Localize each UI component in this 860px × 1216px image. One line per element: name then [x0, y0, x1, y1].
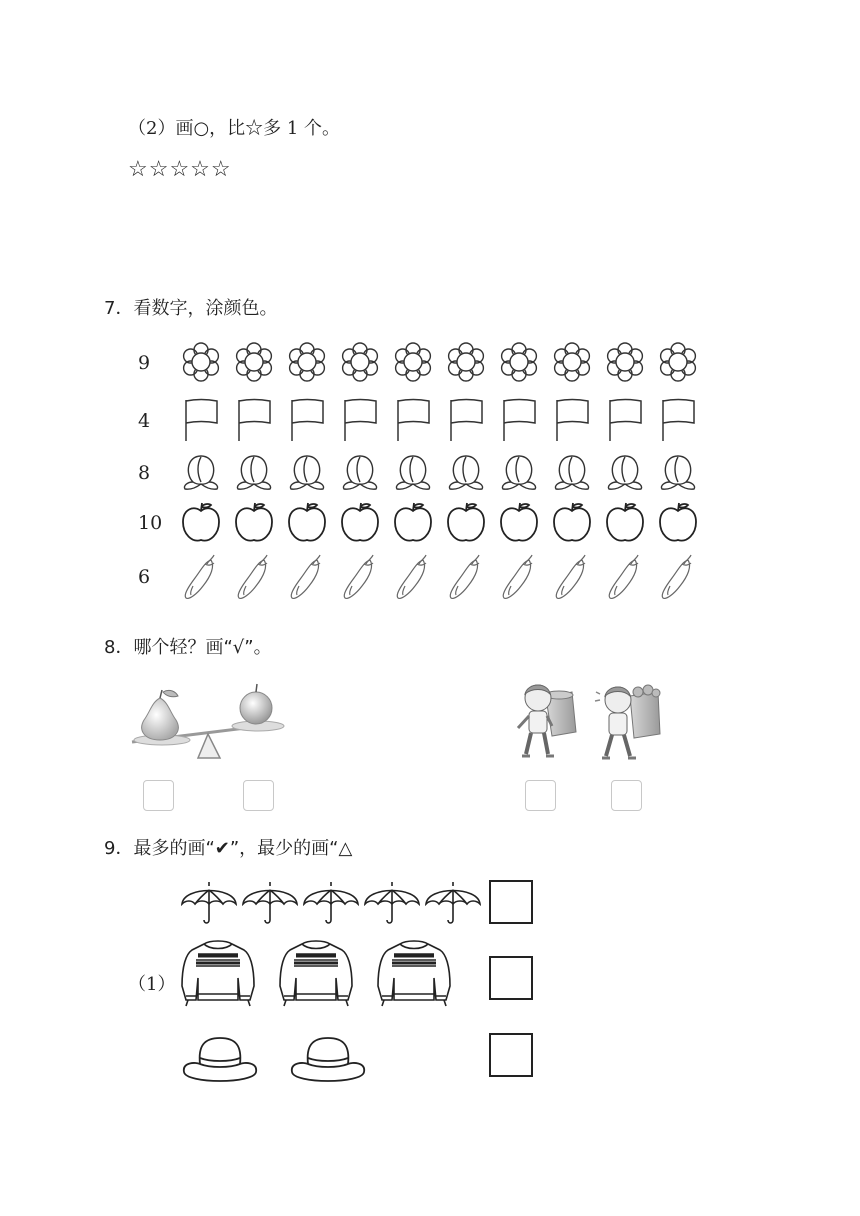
sweater-row — [180, 938, 452, 1014]
peach-icon[interactable] — [545, 450, 598, 494]
eggplant-icon[interactable] — [280, 552, 333, 602]
eggplant-icon[interactable] — [545, 552, 598, 602]
eggplant-row — [174, 552, 704, 602]
apple-icon[interactable] — [227, 500, 280, 544]
peach-row — [174, 450, 704, 494]
star-row: ☆☆☆☆☆ — [128, 157, 232, 182]
child-heavy-basket-icon — [595, 685, 660, 758]
sweater-icon[interactable] — [278, 938, 354, 1014]
flower-icon[interactable] — [227, 340, 280, 384]
answer-box-hat[interactable] — [489, 1033, 533, 1077]
apple-icon — [240, 684, 272, 724]
umbrella-icon[interactable] — [241, 876, 299, 930]
answer-box-sweater[interactable] — [489, 956, 533, 1000]
apple-icon[interactable] — [492, 500, 545, 544]
umbrella-icon[interactable] — [363, 876, 421, 930]
flag-icon[interactable] — [227, 398, 280, 442]
peach-icon[interactable] — [492, 450, 545, 494]
sweater-icon[interactable] — [180, 938, 256, 1014]
flag-icon[interactable] — [598, 398, 651, 442]
children-baskets-illustration — [512, 676, 672, 772]
eggplant-icon[interactable] — [174, 552, 227, 602]
answer-box-apple[interactable] — [243, 780, 274, 811]
row-number: 4 — [138, 410, 151, 432]
answer-box-child-1[interactable] — [525, 780, 556, 811]
peach-icon[interactable] — [280, 450, 333, 494]
peach-icon[interactable] — [651, 450, 704, 494]
answer-box-umbrella[interactable] — [489, 880, 533, 924]
balance-scale-illustration — [128, 676, 288, 770]
hat-row — [180, 1032, 368, 1090]
flag-icon[interactable] — [545, 398, 598, 442]
row-number: 10 — [138, 512, 163, 534]
umbrella-icon[interactable] — [424, 876, 482, 930]
eggplant-icon[interactable] — [227, 552, 280, 602]
eggplant-icon[interactable] — [492, 552, 545, 602]
apple-icon[interactable] — [598, 500, 651, 544]
apple-row — [174, 500, 704, 544]
flag-icon[interactable] — [492, 398, 545, 442]
flag-icon[interactable] — [280, 398, 333, 442]
flag-icon[interactable] — [439, 398, 492, 442]
pear-icon — [142, 690, 179, 740]
peach-icon[interactable] — [386, 450, 439, 494]
umbrella-row — [180, 876, 482, 930]
answer-box-child-2[interactable] — [611, 780, 642, 811]
flag-row — [174, 398, 704, 442]
apple-icon[interactable] — [174, 500, 227, 544]
peach-icon[interactable] — [227, 450, 280, 494]
flower-icon[interactable] — [280, 340, 333, 384]
hat-icon[interactable] — [180, 1032, 260, 1090]
peach-icon[interactable] — [439, 450, 492, 494]
flower-icon[interactable] — [651, 340, 704, 384]
eggplant-icon[interactable] — [386, 552, 439, 602]
q7-title: 7．看数字，涂颜色。 — [104, 298, 278, 319]
flag-icon[interactable] — [651, 398, 704, 442]
child-light-basket-icon — [518, 685, 576, 756]
flag-icon[interactable] — [174, 398, 227, 442]
answer-box-pear[interactable] — [143, 780, 174, 811]
row-number: 9 — [138, 352, 151, 374]
apple-icon[interactable] — [386, 500, 439, 544]
flag-icon[interactable] — [386, 398, 439, 442]
eggplant-icon[interactable] — [651, 552, 704, 602]
umbrella-icon[interactable] — [180, 876, 238, 930]
flower-icon[interactable] — [174, 340, 227, 384]
flower-icon[interactable] — [439, 340, 492, 384]
row-number: 8 — [138, 462, 151, 484]
q9-title: 9．最多的画“✔”，最少的画“△ — [104, 838, 353, 859]
flower-row — [174, 340, 704, 384]
q6-part2-label: （2）画○，比☆多 1 个。 — [128, 118, 341, 139]
apple-icon[interactable] — [333, 500, 386, 544]
sweater-icon[interactable] — [376, 938, 452, 1014]
eggplant-icon[interactable] — [439, 552, 492, 602]
row-number: 6 — [138, 566, 151, 588]
umbrella-icon[interactable] — [302, 876, 360, 930]
apple-icon[interactable] — [280, 500, 333, 544]
flower-icon[interactable] — [545, 340, 598, 384]
q8-title: 8．哪个轻？画“√”。 — [104, 637, 272, 658]
apple-icon[interactable] — [651, 500, 704, 544]
flag-icon[interactable] — [333, 398, 386, 442]
flower-icon[interactable] — [492, 340, 545, 384]
apple-icon[interactable] — [545, 500, 598, 544]
apple-icon[interactable] — [439, 500, 492, 544]
flower-icon[interactable] — [386, 340, 439, 384]
flower-icon[interactable] — [598, 340, 651, 384]
peach-icon[interactable] — [598, 450, 651, 494]
peach-icon[interactable] — [333, 450, 386, 494]
peach-icon[interactable] — [174, 450, 227, 494]
q9-part-label: （1） — [128, 974, 176, 995]
hat-icon[interactable] — [288, 1032, 368, 1090]
eggplant-icon[interactable] — [333, 552, 386, 602]
flower-icon[interactable] — [333, 340, 386, 384]
eggplant-icon[interactable] — [598, 552, 651, 602]
